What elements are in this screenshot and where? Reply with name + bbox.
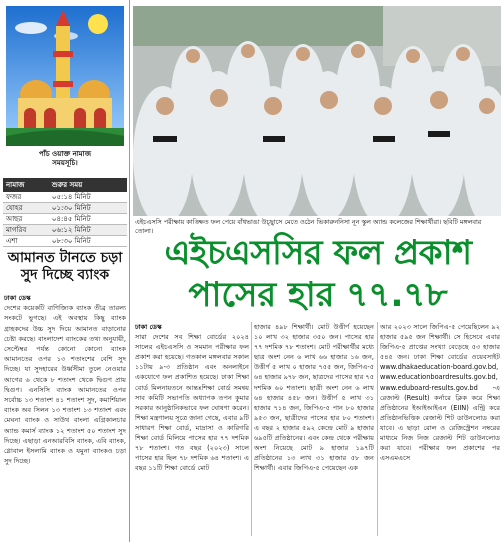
main-story-column-2 bbox=[254, 322, 374, 538]
photo-caption: এইচএসসি পরীক্ষায় কাঙ্ক্ষিত ফল পেয়ে বাঁধভাঙা উচ্ছ্বাসে মেতে ওঠেন ভিকারুননিসা নূন স্কুল অ্যান্ড কলেজের শিক্ষার্থীরা। ছবিটি মঙ্গলবার তোলা। bbox=[135, 218, 482, 235]
prayer-header-time: শুরুর সময় bbox=[49, 178, 127, 192]
students-celebration-photo bbox=[133, 6, 501, 216]
prayer-name: আছর bbox=[3, 214, 49, 225]
main-story-column-3 bbox=[380, 322, 500, 538]
prayer-header-name: নামাজ bbox=[3, 178, 49, 192]
prayer-row bbox=[3, 236, 127, 247]
prayer-row bbox=[3, 214, 127, 225]
bank-story-body bbox=[4, 293, 126, 538]
prayer-time: ০৪:৪৫ মিনিট bbox=[49, 214, 127, 225]
prayer-times-title bbox=[4, 150, 126, 168]
prayer-row bbox=[3, 203, 127, 214]
prayer-times-title-line1: পাঁচ ওয়াক্ত নামাজ bbox=[39, 150, 91, 158]
bank-headline-line2: সুদ দিচ্ছে ব্যাংক bbox=[20, 267, 110, 283]
prayer-row bbox=[3, 225, 127, 236]
bank-body-text: দেশের কয়েকটি বাণিজ্যিক ব্যাংক তীব্র তারল্য সংকটে ভুগছে। এই অবস্থায় কিছু ব্যাংক গ্রাহকদের উচ্চ সুদ দিয়ে আমানত বাড়ানোর চেষ্টা করছে। বাংলাদেশ ব্যাংকের তথ্য অনুযায়ী, সেপ্টেম্বর পর্যন্ত কোনো কোনো ব্যাংক আমানতের ওপর ১৩ শতাংশের বেশি সুদ দিচ্ছে। যা সুদহারের উর্ধ্বসীমা তুলে নেওয়ার আগের ৬ থেকে ৮ শতাংশ থেকে দ্বিগুণ প্রায় দ্বিগুণ। এনসিসি ব্যাংক আমানতের ওপর সর্বোচ্চ ১৩ শতাংশ ৪১ শতাংশ সুদ, কমার্শিয়াল ব্যাংক অব সিলন ১৩ শতাংশ ১৩ শতাংশ এবং মেঘনা ব্যাংক ও সাউথ বাংলা এগ্রিকালচার অ্যান্ড কমার্স ব্যাংক ১২ শতাংশ ৫০ শতাংশ সুদ দিচ্ছে। এছাড়া এনআরবিসি ব্যাংক, এবি ব্যাংক, গ্লোবাল ইসলামি ব্যাংক ও যমুনা ব্যাংকও চড়া সুদ দিচ্ছে। bbox=[4, 304, 126, 466]
prayer-time: ০৫:১৪ মিনিট bbox=[49, 192, 127, 203]
column-divider bbox=[251, 322, 252, 536]
prayer-name: ফজর bbox=[3, 192, 49, 203]
prayer-table-header bbox=[3, 178, 127, 192]
main-column-2-text: হাজার ৪৯৮ শিক্ষার্থী। মোট উত্তীর্ণ হয়েছেন ১০ লাখ ৩২ হাজার ৩৫০ জন। পাসের হার ৭৭ দশমিক ৭৮ শতাংশ। মোট পরীক্ষার্থীর মধ্যে ছাত্র অংশ নেন ৬ লাখ ৬৬ হাজার ১৬ জন, উত্তীর্ণ ৫ লাখ ০ হাজার ৭৫৫ জন, জিপিএ-৫ ৬৪ হাজার ৯৭৮ জন, ছাত্রদের পাসের হার ৭৫ দশমিক ৬০ শতাংশ। ছাত্রী অংশ নেন ৬ লাখ ৬৪ হাজার ৪৫৮ জন। উত্তীর্ণ ৫ লাখ ৩১ হাজার ৭১৪ জন, জিপিএ-৫ পান ৮০ হাজার ৯৫৩ জন, ছাত্রীদের পাসের হার ৮০ শতাংশ। এ বছর ২ হাজার ৫৯২ কেন্দ্রে মোট ৯ হাজার ৬৯৫টি প্রতিষ্ঠানের। এবং কেন্দ্র থেকে পরীক্ষায় অংশ নিয়েছে মোট ৯ হাজার ১৯৭টি প্রতিষ্ঠানের ১৩ লাখ ৩১ হাজার ৫৮ জন শিক্ষার্থী। এবার জিপিএ-৫ পেয়েছেন এক bbox=[254, 323, 374, 473]
prayer-name: এশা bbox=[3, 236, 49, 247]
prayer-time: ০১:৩০ মিনিট bbox=[49, 203, 127, 214]
main-headline-line2: পাসের হার ৭৭.৭৮ bbox=[188, 275, 448, 315]
column-divider bbox=[377, 322, 378, 536]
main-headline[interactable] bbox=[134, 232, 502, 316]
prayer-time: ০৮:৩০ মিনিট bbox=[49, 236, 127, 247]
prayer-times-title-line2: সময়সূচি। bbox=[52, 159, 78, 167]
prayer-row bbox=[3, 192, 127, 203]
mosque-illustration bbox=[6, 6, 124, 146]
prayer-name: যোহর bbox=[3, 203, 49, 214]
main-dateline: ঢাকা ডেস্ক bbox=[135, 323, 162, 331]
prayer-times-table bbox=[3, 178, 127, 247]
main-column-3-text: আর ২০২৩ সালে জিপিএ-৫ পেয়েছিলেন ৯২ হাজার ৫৯৫ জন শিক্ষার্থী। সে হিসেবে এবার জিপিএ-৫ প্রাপ্তের সংখ্যা বেড়েছে ৫৩ হাজার ৫৪৫ জন। ঢাকা শিক্ষা বোর্ডের ওয়েবসাইট www.dhakaeducation-board.gov.bd, www.educationboardresults.gov.bd, www.eduboard-results.gov.bd -এ রেজাল্ট (Result) কর্নারে ক্লিক করে শিক্ষা প্রতিষ্ঠানের ইআইআইএন (EIIN) এন্ট্রি করে প্রতিষ্ঠানভিত্তিক রেজাল্ট শিট ডাউনলোড করা যাবে। এ ছাড়া রোল ও রেজিস্ট্রেশন নম্বরের মাধ্যমে নিজ নিজ রেজাল্ট শিট ডাউনলোড করা যাবে। পরীক্ষার ফল প্রকাশের পর এসএমএসে bbox=[380, 323, 500, 463]
main-story-column-1 bbox=[135, 322, 249, 538]
prayer-time: ০৬:১২ মিনিট bbox=[49, 225, 127, 236]
bank-dateline: ঢাকা ডেস্ক bbox=[4, 294, 31, 302]
left-column bbox=[0, 0, 130, 542]
main-headline-line1: এইচএসসির ফল প্রকাশ bbox=[164, 233, 472, 273]
bank-headline-line1: আমানত টানতে চড়া bbox=[7, 250, 123, 266]
prayer-name: মাগরিব bbox=[3, 225, 49, 236]
bank-story-headline[interactable] bbox=[3, 250, 127, 284]
main-column-1-text: সারা দেশের সব শিক্ষা বোর্ডের ২০২৪ সালের এইচএসসি ও সমমান পরীক্ষার ফল প্রকাশ করা হয়েছে। গতকাল মঙ্গলবার সকাল ১১টায় ৯-৩ প্রতিষ্ঠান এবং অনলাইনে একযোগে ফল প্রকাশিত হয়েছে। ঢাকা শিক্ষা বোর্ড মিলনায়তনে আন্তঃশিক্ষা বোর্ড সমন্বয় সাব কমিটি সভাপতি অধ্যাপক তপন কুমার সরকার আনুষ্ঠানিকভাবে ফল ঘোষণা করেন। শিক্ষা মন্ত্রণালয় সূত্রে জানা গেছে, এবার ৯টি সাধারণ শিক্ষা বোর্ড, মাদ্রাসা ও কারিগরি শিক্ষা বোর্ড মিলিয়ে পাসের হার ৭৭ দশমিক ৭৮ শতাংশ। গত বছর (২০২৩) সালে পাসের হার ছিল ৭৮ দশমিক ৬৪ শতাংশ। এ বছর ১১টি শিক্ষা বোর্ডে মোট bbox=[135, 333, 249, 473]
